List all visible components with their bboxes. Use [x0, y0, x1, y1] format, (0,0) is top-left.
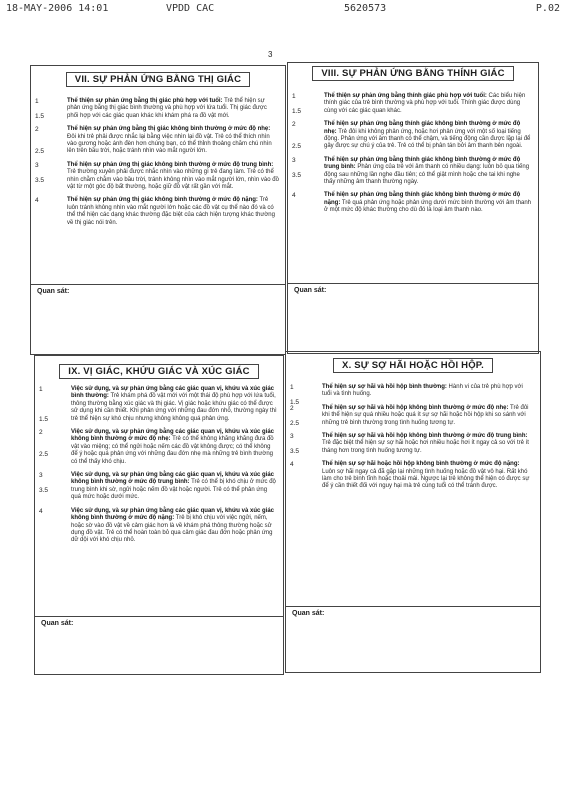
score-value: 3 [292, 156, 296, 164]
criterion-heading: Thể hiện sự phản ứng thị giác không bình thường ở mức độ trung bình: [67, 161, 274, 168]
score-value [35, 169, 61, 176]
criterion-text: Hành vi của trẻ phù hợp với tuổi và tình huống. [322, 384, 523, 398]
criterion-description [67, 197, 279, 227]
score-value: 2.5 [290, 419, 300, 427]
score-value: 1.5 [290, 398, 300, 406]
criterion-text: Đôi khi trẻ phải được nhắc lại bằng việc nhìn lại đồ vật. Trẻ có thể thích nhìn vào gương hoặc ánh đèn hơn chúng bạn, có thể thỉnh thoảng chăm chú nhìn lên trên bầu trời, hoặc tránh nhìn vào mắt người lớn. [67, 133, 272, 155]
fax-number: 5620573 [344, 3, 387, 14]
score-value [35, 134, 61, 141]
score-column [292, 157, 318, 179]
criterion-text: Trẻ thể hiện sự phản ứng bằng thị giác bình thường và phù hợp với lứa tuổi. Thị giác được phối hợp với các giác quan khác khi khám phá ra đồ vật mới. [67, 98, 267, 119]
score-value [39, 444, 65, 451]
criterion-description [71, 429, 277, 466]
observation-label: Quan sát: [294, 287, 327, 294]
criteria-list [290, 378, 538, 491]
criterion-item [39, 429, 281, 466]
score-value: 1 [290, 384, 294, 391]
criterion-description [324, 121, 532, 151]
criteria-list [39, 380, 281, 545]
criterion-heading: Thể hiện sự sợ hãi và hồi hộp không bình thường ở mức độ trung bình: [322, 433, 528, 440]
score-value: 2.5 [292, 143, 302, 151]
criterion-text: Trẻ khám phá đồ vật mới với một thái độ phù hợp với lứa tuổi, thông thường bằng xúc giác và thị giác. Vị giác hoặc khứu giác có thể được sử dụng khi cần thiết. Khi phản ứng với những đau đớn nhỏ, thường ngày thì trẻ thể hiện sự khó chịu nhưng không không quá phản ứng. [71, 393, 277, 422]
criterion-item [292, 93, 536, 115]
section-title-text: X. SỰ SỢ HÃI HOẶC HỒI HỘP. [333, 358, 493, 373]
criterion-text: Các biểu hiện thính giác của trẻ bình thường và phù hợp với tuổi. Thính giác được dùng cùng với các giác quan khác. [324, 93, 526, 114]
score-value [290, 391, 316, 398]
score-value [39, 436, 65, 443]
criterion-item [39, 508, 281, 545]
criterion-text: Trẻ quá phản ứng hoặc phản ứng dưới mức bình thường với âm thanh ở một mức độ khác thường cho dù đó là loại âm thanh nào. [324, 199, 532, 214]
criterion-item [292, 121, 536, 151]
criterion-text: Trẻ bị khó chịu với việc ngửi, nếm, hoặc sờ vào đồ vật về cảm giác hơn là về khám phá thông thường hoặc sử dụng đồ vật. Trẻ có thể hoàn toàn bỏ qua cảm giác đau đớn hoặc phản ứng dữ dội với khó chịu nhỏ. [71, 515, 273, 544]
criterion-text: Trẻ đặc biệt thể hiện sự sợ hãi hoặc hơi nhiều hoặc hơi ít ngay cả so với trẻ ít tháng hơn trong tình huống tương tự. [322, 440, 529, 454]
score-value: 2.5 [39, 451, 49, 459]
score-value: 3 [35, 161, 39, 169]
score-column [290, 461, 316, 468]
section-taste-smell-touch [34, 355, 284, 675]
page-number: 3 [268, 50, 273, 59]
criterion-item [292, 192, 536, 214]
score-value [35, 141, 61, 148]
criterion-description [71, 508, 277, 545]
criterion-item [39, 386, 281, 423]
criterion-heading: Thể hiện sự phản ứng bằng thính giác không bình thường ở mức độ nặng: [324, 192, 521, 206]
section-title [35, 364, 283, 379]
criterion-item [290, 384, 538, 406]
score-column [35, 162, 61, 184]
criterion-text: Phản ứng của trẻ với âm thanh có nhiều dạng: luôn bỏ qua tiếng động sau những lần nghe đầu tiên; có thể giật mình hoặc che tai khi nghe thấy những âm thanh thường ngày. [324, 164, 530, 186]
score-value: 2 [39, 429, 43, 437]
criterion-heading: Thể hiện sự phản ứng bằng thính giác không bình thường ở mức độ trung bình: [324, 156, 521, 171]
criterion-heading: Thể thiện sự phản ứng bằng thị giác phù hợp với tuổi: [67, 98, 223, 104]
score-value: 1 [292, 93, 296, 100]
section-title [288, 66, 538, 81]
score-value: 4 [35, 197, 39, 205]
score-value [39, 401, 65, 408]
section-visual-response [30, 65, 286, 355]
criterion-item [290, 461, 538, 491]
criterion-heading: Thể hiện sự phản ứng bằng thị giác không bình thường ở mức độ nhẹ: [67, 126, 271, 133]
criterion-text: Luôn sợ hãi ngay cả đã gặp lại những tình huống hoặc đồ vật vô hại. Rất khó làm cho trẻ bình tĩnh hoặc thoải mái. Ngược lại trẻ không thể hiện có được sự để ý cần thiết đối với nguy hại mà trẻ cùng tuổi có thể tránh được. [322, 468, 530, 490]
score-value [39, 408, 65, 415]
criterion-heading: Việc sử dụng, và sự phản ứng bằng các giác quan vị, khứu và xúc giác không bình thường ở mức độ nhẹ: [71, 429, 274, 443]
criterion-heading: Thể hiện sự sợ hãi và hồi hộp không bình thường ở mức độ nhẹ: [322, 404, 509, 411]
score-value: 4 [292, 192, 296, 200]
score-value: 3 [39, 472, 43, 480]
score-value [290, 440, 316, 447]
score-value: 1 [35, 98, 39, 105]
criterion-heading: Việc sử dụng, và sự phản ứng bằng các giác quan vị, khứu và xúc giác không bình thường ở mức độ trung bình: [71, 472, 274, 486]
divider [31, 284, 285, 285]
section-title [31, 72, 285, 87]
criterion-description [67, 126, 279, 156]
criterion-heading: Thể thiện sự phản ứng bằng thính giác phù hợp với tuổi: [324, 93, 487, 99]
criterion-description [71, 386, 277, 423]
score-value [290, 412, 316, 419]
score-value: 4 [290, 461, 294, 469]
section-title-text: VIII. SỰ PHẢN ỨNG BẰNG THÍNH GIÁC [312, 66, 513, 81]
criterion-description [322, 433, 534, 455]
score-column [39, 429, 65, 459]
criteria-list [292, 87, 536, 215]
section-title-text: VII. SỰ PHẢN ỨNG BẰNG THỊ GIÁC [66, 72, 250, 87]
score-column [35, 126, 61, 156]
criterion-description [322, 461, 534, 491]
score-value [292, 100, 318, 107]
criterion-text: Trẻ đôi khi thể hiện sự quá nhiều hoặc quá ít sự sợ hãi hoặc hồi hộp khi so sánh với những trẻ bình thường trong tình huống tương tự. [322, 404, 529, 426]
fax-page: P.02 [535, 3, 560, 14]
score-column [39, 386, 65, 423]
criterion-heading: Việc sử dụng, và sự phản ứng bằng các giác quan vị, khứu và xúc giác bình thường: [71, 386, 274, 400]
criterion-text: Trẻ có thể không khăng khăng đưa đồ vật vào miệng; có thể ngửi hoặc nếm các đồ vật không được; có thể không để ý hoặc quá phản ứng với những đau đớn nhẹ mà những trẻ bình thường có thể thấy khó chịu. [71, 436, 274, 465]
observation-label: Quan sát: [37, 288, 70, 295]
score-column [35, 98, 61, 120]
criterion-description [67, 98, 279, 120]
score-value: 3.5 [290, 447, 300, 455]
score-value [35, 105, 61, 112]
score-value: 2 [35, 126, 39, 134]
observation-label: Quan sát: [41, 620, 74, 627]
criterion-item [35, 162, 283, 192]
criterion-item [290, 405, 538, 427]
criterion-heading: Việc sử dụng, và sự phản ứng bằng các giác quan vị, khứu và xúc giác không bình thường ở mức độ nặng: [71, 507, 274, 522]
score-column [39, 472, 65, 494]
criterion-description [324, 93, 532, 115]
score-value [292, 129, 318, 136]
score-column [290, 405, 316, 427]
criterion-heading: Thể hiện sự sợ hãi hoặc hồi hộp không bình thường ở mức độ nặng: [322, 461, 520, 468]
fax-datetime: 18-MAY-2006 14:01 [6, 3, 109, 14]
score-value: 1.5 [292, 107, 302, 115]
score-value: 2 [290, 404, 294, 412]
divider [286, 606, 540, 607]
criterion-text: Trẻ đôi khi không phản ứng, hoặc hơi phản ứng với một số loại tiếng động. Phản ứng với âm thanh có thể chậm, và tiếng động cần được lặp lại để gây được sự chú ý của trẻ. Trẻ có thể bị phân tán bởi âm thanh bên ngoài. [324, 128, 531, 150]
score-column [39, 508, 65, 515]
score-column [292, 93, 318, 115]
criterion-heading: Thể hiện sự sợ hãi và hồi hộp bình thường: [322, 384, 447, 390]
score-value: 1.5 [35, 112, 45, 120]
score-value: 2.5 [35, 148, 45, 156]
fax-sender: VPDD CAC [166, 3, 215, 14]
section-auditory-response [287, 62, 539, 354]
score-value [39, 393, 65, 400]
criterion-heading: Thể hiện sự phản ứng bằng thính giác không bình thường ở mức độ nhẹ: [324, 121, 521, 135]
score-column [292, 121, 318, 151]
criterion-heading: Thể hiện sự phản ứng thị giác không bình thường ở mức độ nặng: [67, 197, 258, 204]
criterion-description [322, 384, 534, 399]
score-value [39, 479, 65, 486]
criterion-description [71, 472, 277, 502]
criterion-text: Trẻ luôn tránh không nhìn vào mắt người lớn hoặc các đồ vật cụ thể nào đó và có thể thể hiện các dạng khác thường đặc biệt của cách hiện tượng khác thường về thị giác nói trên. [67, 197, 275, 226]
score-value: 3.5 [39, 486, 49, 494]
divider [288, 283, 538, 284]
section-title [286, 358, 540, 373]
score-value: 1.5 [39, 415, 49, 423]
criterion-description [324, 192, 532, 214]
criterion-item [35, 197, 283, 227]
score-value: 4 [39, 507, 43, 515]
criterion-text: Trẻ có thể bị khó chịu ở mức độ trung bình khi sờ, ngửi hoặc nếm đồ vật hoặc người. Trẻ có thể phản ứng quá mức hoặc dưới mức. [71, 479, 276, 501]
score-column [35, 197, 61, 204]
section-fear-nervousness [285, 351, 541, 673]
score-value: 2 [292, 121, 296, 129]
criterion-description [67, 162, 279, 192]
score-column [292, 192, 318, 199]
criterion-description [322, 405, 534, 427]
score-value: 3.5 [292, 171, 302, 179]
criterion-item [35, 126, 283, 156]
score-value: 1 [39, 386, 43, 393]
criterion-item [292, 157, 536, 187]
score-column [290, 433, 316, 455]
score-value [292, 136, 318, 143]
observation-label: Quan sát: [292, 610, 325, 617]
divider [35, 616, 283, 617]
criterion-description [324, 157, 532, 187]
score-column [290, 384, 316, 406]
section-title-text: IX. VỊ GIÁC, KHỨU GIÁC VÀ XÚC GIÁC [59, 364, 258, 379]
criterion-item [290, 433, 538, 455]
criterion-item [39, 472, 281, 502]
criterion-text: Trẻ thường xuyên phải được nhắc nhìn vào những gì trẻ đang làm. Trẻ có thể nhìn chằm chằm vào bầu trời, tránh không nhìn vào mắt người lớn, nhìn vào đồ vật từ một góc độ bất thường, hoặc giữ đồ vật rất gần với mắt. [67, 169, 279, 191]
criterion-item [35, 98, 283, 120]
score-value: 3.5 [35, 176, 45, 184]
criteria-list [35, 92, 283, 227]
score-value: 3 [290, 433, 294, 441]
score-value [292, 164, 318, 171]
fax-header [6, 3, 560, 17]
